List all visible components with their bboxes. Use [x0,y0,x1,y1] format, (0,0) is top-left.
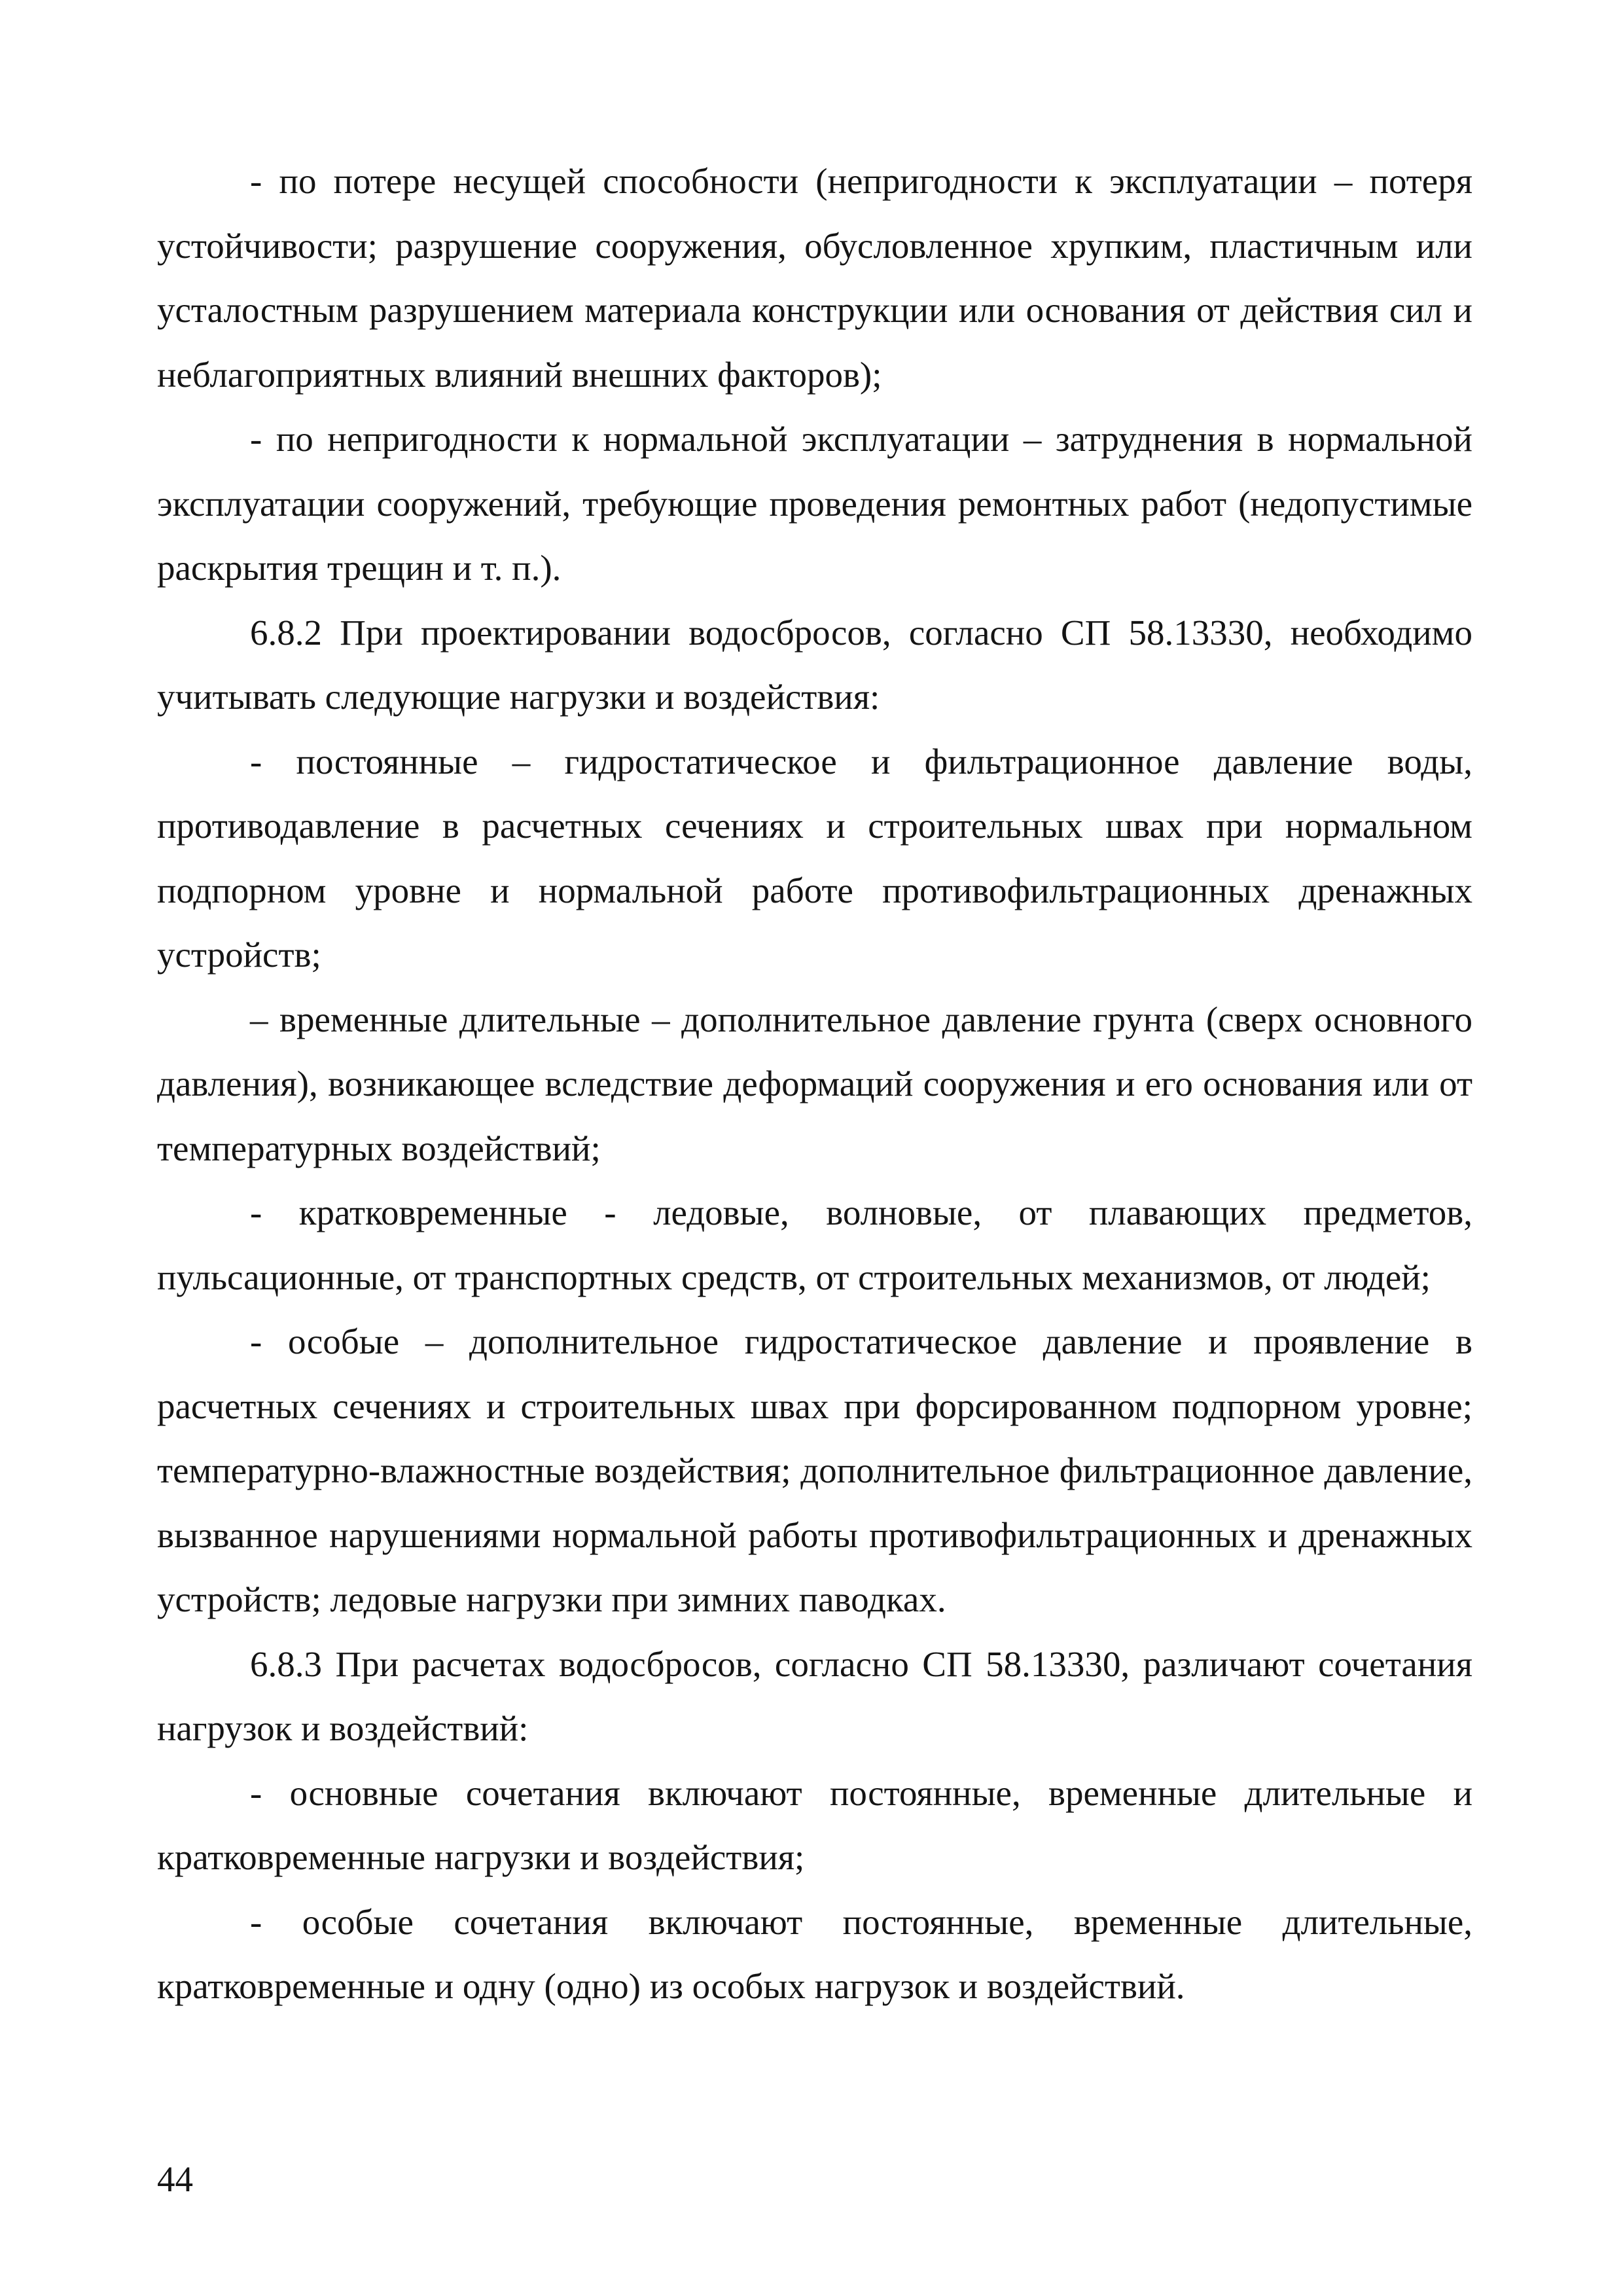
paragraph-temporary-long-term-loads: – временные длительные – дополнительное давление грунта (сверх основного давления), возникающее вследствие деформаций сооружения и его основания или от температурных воздействий; [157,999,1472,1168]
paragraph-basic-combinations: - основные сочетания включают постоянные, временные длительные и кратковременные нагрузки и воздействия; [157,1772,1472,1877]
page-number: 44 [157,2159,193,2199]
paragraph-section-6-8-3: 6.8.3 При расчетах водосбросов, согласно СП 58.13330, различают сочетания нагрузок и воздействий: [157,1643,1472,1748]
paragraph-unfitness-for-operation: - по непригодности к нормальной эксплуатации – затруднения в нормальной эксплуатации сооружений, требующие проведения ремонтных работ (недопустимые раскрытия трещин и т. п.). [157,419,1472,588]
document-body [157,149,1472,2019]
paragraph-permanent-loads: - постоянные – гидростатическое и фильтрационное давление воды, противодавление в расчетных сечениях и строительных швах при нормальном подпорном уровне и нормальной работе противофильтрационных дренажных устройств; [157,741,1472,975]
paragraph-special-loads: - особые – дополнительное гидростатическое давление и проявление в расчетных сечениях и строительных швах при форсированном подпорном уровне; температурно-влажностные воздействия; дополнительное фильтрационное давление, вызванное нарушениями нормальной работы противофильтрационных и дренажных устройств; ледовые нагрузки при зимних паводках. [157,1321,1472,1619]
paragraph-special-combinations: - особые сочетания включают постоянные, временные длительные, кратковременные и одну (одно) из особых нагрузок и воздействий. [157,1901,1472,2006]
paragraph-section-6-8-2: 6.8.2 При проектировании водосбросов, согласно СП 58.13330, необходимо учитывать следующие нагрузки и воздействия: [157,612,1472,717]
paragraph-short-term-loads: - кратковременные - ледовые, волновые, от плавающих предметов, пульсационные, от транспортных средств, от строительных механизмов, от людей; [157,1193,1472,1297]
paragraph-loss-of-bearing-capacity: - по потере несущей способности (непригодности к эксплуатации – потеря устойчивости; разрушение сооружения, обусловленное хрупким, пластичным или усталостным разрушением материала конструкции или основания от действия сил и неблагоприятных влияний внешних факторов); [157,161,1472,395]
